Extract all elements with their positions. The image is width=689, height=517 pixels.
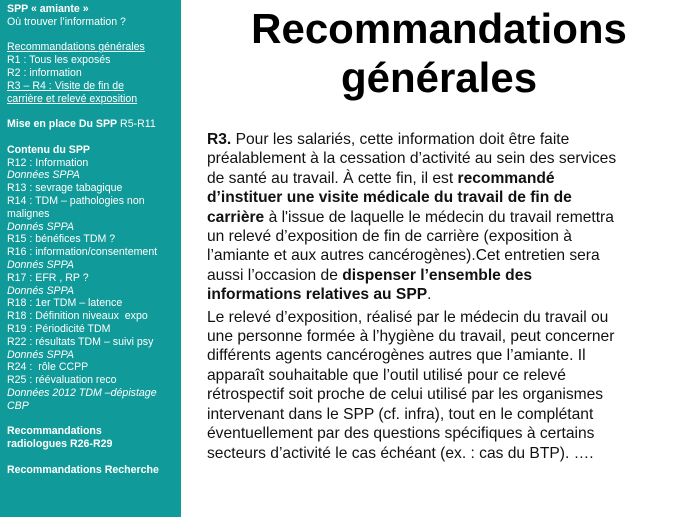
text-segment: de santé au travail. À cette fin, il est xyxy=(207,169,458,187)
paragraph-line: intervenant dans le SPP (cf. infra), tout en le complétant xyxy=(207,405,594,423)
paragraph-line xyxy=(207,227,677,246)
link-r3-r4-line2[interactable]: carrière et relevé exposition xyxy=(7,92,138,105)
paragraph-line xyxy=(207,266,677,285)
paragraph-line: apparaît souhaitable que l’outil utilisé pour ce relevé xyxy=(207,366,566,384)
text-segment: préalablement à la cessation d’activité au sein des services xyxy=(207,150,617,168)
sidebar-item[interactable]: Donnés SPPA xyxy=(7,284,74,297)
sidebar-item[interactable]: R25 : réévaluation reco xyxy=(7,374,117,387)
sidebar-item-r1[interactable]: R1 : Tous les exposés xyxy=(7,54,111,67)
paragraph-line: une personne formée à l’hygiène du travail, peut concerner xyxy=(207,328,615,346)
text-segment: aussi l’occasion de xyxy=(207,266,343,284)
paragraph-line xyxy=(207,246,677,265)
link-recommandations-generales[interactable]: Recommandations générales xyxy=(7,41,145,54)
sidebar-item[interactable]: R15 : bénéfices TDM ? xyxy=(7,233,116,246)
bold-text: carrière xyxy=(207,208,265,226)
sidebar-item[interactable]: R16 : information/consentement xyxy=(7,246,158,259)
sidebar-item[interactable]: Donnés SPPA xyxy=(7,348,74,361)
sidebar-item[interactable]: Donnés SPPA xyxy=(7,220,74,233)
sidebar-item-radiologues-2[interactable]: radiologues R26-R29 xyxy=(7,438,113,451)
paragraph-line xyxy=(207,208,677,227)
text-segment: l’amiante et aux autres cancérogènes).Cet entretien sera xyxy=(207,247,600,265)
sidebar-item[interactable]: R22 : résultats TDM – suivi psy xyxy=(7,335,154,348)
sidebar-item-list xyxy=(7,157,181,413)
sidebar-item-recherche[interactable]: Recommandations Recherche xyxy=(7,463,159,476)
bold-text: recommandé xyxy=(457,169,555,187)
paragraph-line xyxy=(207,285,677,304)
bold-text: dispenser l’ensemble des xyxy=(342,266,533,284)
sidebar-item[interactable]: Données SPPA xyxy=(7,169,80,182)
sidebar-navigation xyxy=(0,0,181,517)
page-title xyxy=(196,4,682,102)
bold-text: informations relatives au SPP xyxy=(207,286,428,304)
text-segment: Pour les salariés, cette information doit être faite xyxy=(231,131,570,148)
paragraph-line: différents agents cancérogènes autres que l’amiante. Il xyxy=(207,347,586,365)
mise-en-place-ref: R5-R11 xyxy=(117,118,156,131)
sidebar-item-radiologues-1[interactable]: Recommandations xyxy=(7,425,102,438)
sidebar-item[interactable]: malignes xyxy=(7,207,50,220)
text-segment: à l'issue de laquelle le médecin du travail remettra xyxy=(264,208,614,226)
paragraph-line xyxy=(207,130,677,149)
text-segment: . xyxy=(427,286,432,304)
paragraph-line: rétrospectif soit proche de celui utilisé par les organismes xyxy=(207,386,604,404)
sidebar-item[interactable]: R14 : TDM – pathologies non xyxy=(7,194,145,207)
paragraph-line: Le relevé d’exposition, réalisé par le médecin du travail ou xyxy=(207,308,609,326)
paragraph-line: secteurs d’activité le cas échéant (ex. : cas du BTP). …. xyxy=(207,444,594,462)
paragraph-line: éventuellement par des questions spécifiques à certains xyxy=(207,425,595,443)
sidebar-item[interactable]: R24 : rôle CCPP xyxy=(7,361,89,374)
sidebar-item[interactable]: R17 : EFR , RP ? xyxy=(7,271,89,284)
sidebar-item[interactable]: CBP xyxy=(7,399,29,412)
link-r3-r4-line1[interactable]: R3 – R4 : Visite de fin de xyxy=(7,79,124,92)
paragraph-r3 xyxy=(207,130,677,305)
sidebar-subheading: Où trouver l’information ? xyxy=(7,15,126,28)
bold-text: R3. xyxy=(207,131,232,148)
sidebar-item[interactable]: R12 : Information xyxy=(7,156,89,169)
paragraph-releve-exposition xyxy=(207,308,677,463)
sidebar-item[interactable]: Données 2012 TDM –dépistage xyxy=(7,386,157,399)
mise-en-place-label: Mise en place Du SPP xyxy=(7,118,118,131)
sidebar-item[interactable]: Donnés SPPA xyxy=(7,258,74,271)
sidebar-item[interactable]: R18 : 1er TDM – latence xyxy=(7,297,123,310)
main-content xyxy=(207,130,677,463)
sidebar-heading: SPP « amiante » xyxy=(7,3,89,15)
sidebar-item[interactable]: R18 : Définition niveaux expo xyxy=(7,310,148,323)
bold-text: d’instituer une visite médicale du travail de fin de xyxy=(207,189,572,207)
paragraph-line xyxy=(207,169,677,188)
sidebar-item-r2[interactable]: R2 : information xyxy=(7,66,82,79)
title-line-1: Recommandations xyxy=(251,5,627,52)
sidebar-item[interactable]: R19 : Périodicité TDM xyxy=(7,322,111,335)
paragraph-line xyxy=(207,188,677,207)
text-segment: un relevé d’exposition de fin de carrière (exposition à xyxy=(207,228,572,246)
sidebar-item-mise-en-place[interactable] xyxy=(7,118,181,131)
title-line-2: générales xyxy=(340,54,538,101)
section-contenu-spp: Contenu du SPP xyxy=(7,143,90,156)
paragraph-line xyxy=(207,149,677,168)
sidebar-item[interactable]: R13 : sevrage tabagique xyxy=(7,182,123,195)
